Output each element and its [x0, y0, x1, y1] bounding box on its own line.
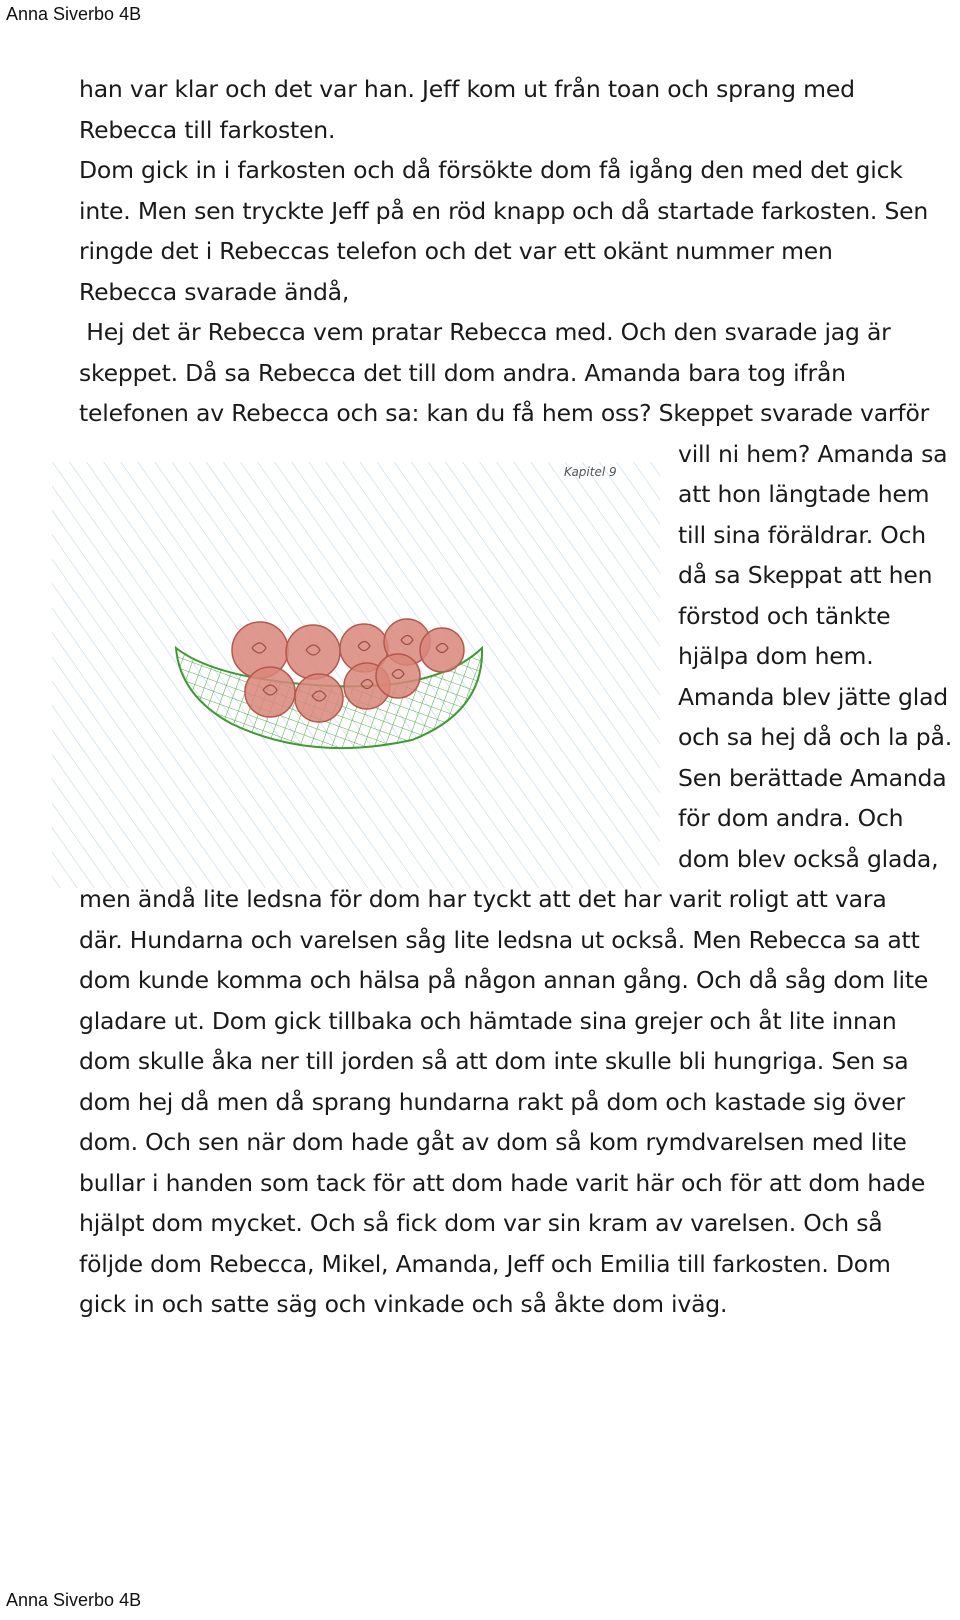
text-line: där. Hundarna och varelsen såg lite ledsna ut också. Men Rebecca sa att — [79, 926, 920, 954]
text-line: Rebecca till farkosten. — [79, 116, 336, 144]
text-line: dom kunde komma och hälsa på någon annan gång. Och då såg dom lite — [79, 966, 929, 994]
child-drawing — [52, 462, 660, 888]
text-line: för dom andra. Och — [678, 804, 904, 832]
text-line: följde dom Rebecca, Mikel, Amanda, Jeff och Emilia till farkosten. Dom — [79, 1250, 891, 1278]
page-header-author: Anna Siverbo 4B — [6, 4, 142, 24]
red-circle — [286, 625, 340, 679]
text-line: Sen berättade Amanda — [678, 764, 947, 792]
text-line: dom hej då men då sprang hundarna rakt på dom och kastade sig över — [79, 1088, 905, 1116]
text-line: Amanda blev jätte glad — [678, 683, 948, 711]
red-circle — [245, 667, 295, 717]
text-line: gick in och satte säg och vinkade och så åkte dom iväg. — [79, 1290, 728, 1318]
text-line: Hej det är Rebecca vem pratar Rebecca med. Och den svarade jag är — [79, 318, 891, 346]
red-circle — [295, 674, 343, 722]
red-circle — [420, 628, 464, 672]
text-line: telefonen av Rebecca och sa: kan du få hem oss? Skeppet svarade varför — [79, 399, 930, 427]
text-line: bullar i handen som tack för att dom hade varit här och för att dom hade — [79, 1169, 926, 1197]
text-line: skeppet. Då sa Rebecca det till dom andra. Amanda bara tog ifrån — [79, 359, 846, 387]
text-line: till sina föräldrar. Och — [678, 521, 926, 549]
text-line: och sa hej då och la på. — [678, 723, 952, 751]
red-circle — [376, 654, 420, 698]
text-line: dom. Och sen när dom hade gåt av dom så kom rymdvarelsen med lite — [79, 1128, 907, 1156]
text-line: hjälpt dom mycket. Och så fick dom var sin kram av varelsen. Och så — [79, 1209, 883, 1237]
text-line: Rebecca svarade ändå, — [79, 278, 350, 306]
text-line: då sa Skeppat att hen — [678, 561, 933, 589]
text-line: han var klar och det var han. Jeff kom ut från toan och sprang med — [79, 75, 855, 103]
text-line: ringde det i Rebeccas telefon och det var ett okänt nummer men — [79, 237, 833, 265]
text-line: Dom gick in i farkosten och då försökte dom få igång den med det gick — [79, 156, 903, 184]
drawing-caption: Kapitel 9 — [564, 465, 617, 479]
text-line: vill ni hem? Amanda sa — [678, 440, 948, 468]
page-footer-author: Anna Siverbo 4B — [6, 1590, 142, 1610]
text-line: att hon längtade hem — [678, 480, 930, 508]
text-line: inte. Men sen tryckte Jeff på en röd knapp och då startade farkosten. Sen — [79, 197, 929, 225]
text-line: dom blev också glada, — [678, 845, 939, 873]
text-line: gladare ut. Dom gick tillbaka och hämtade sina grejer och åt lite innan — [79, 1007, 897, 1035]
text-line: dom skulle åka ner till jorden så att dom inte skulle bli hungriga. Sen sa — [79, 1047, 909, 1075]
text-line: förstod och tänkte — [678, 602, 891, 630]
text-line: hjälpa dom hem. — [678, 642, 874, 670]
text-line: men ändå lite ledsna för dom har tyckt att det har varit roligt att vara — [79, 885, 887, 913]
